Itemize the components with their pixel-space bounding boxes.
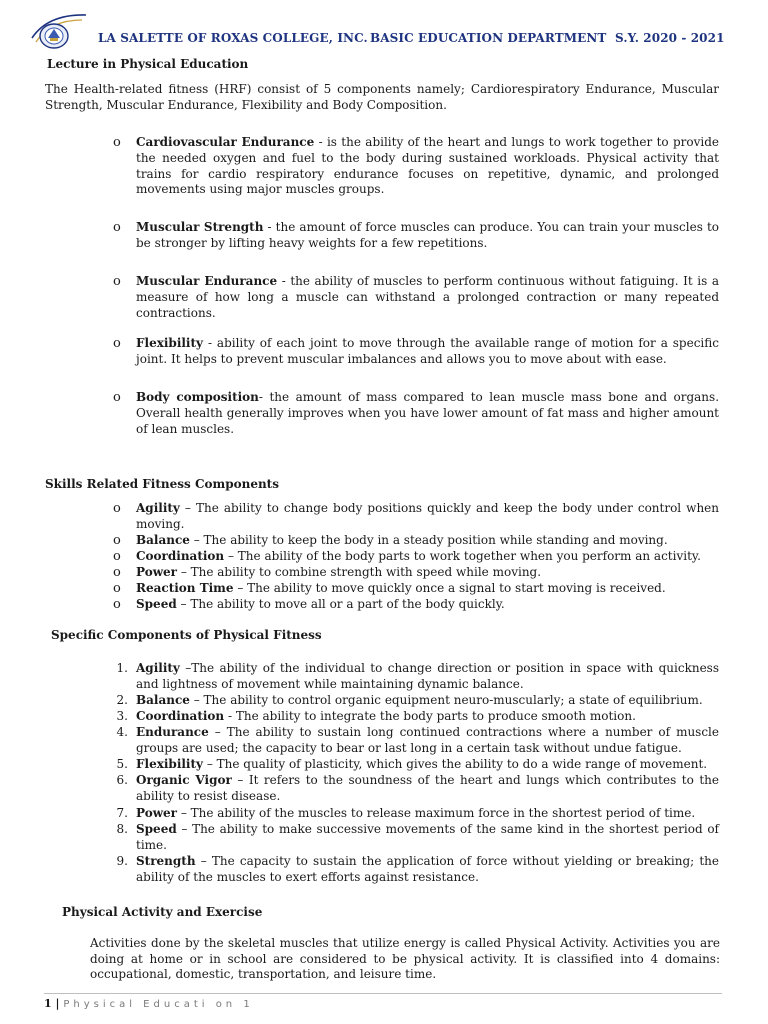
- item-text: – The capacity to sustain the application of force without yielding or breaking; the ability of the muscles to exert efforts against resistance.: [136, 854, 719, 884]
- bullet-icon: o: [113, 533, 121, 548]
- list-item: [136, 220, 719, 252]
- item-number: 9.: [116, 854, 128, 868]
- bullet-icon: o: [113, 336, 121, 351]
- bullet-icon: o: [113, 220, 121, 235]
- item-term: Agility: [136, 661, 180, 675]
- bullet-icon: o: [113, 565, 121, 580]
- item-number: 4.: [116, 725, 128, 739]
- bullet-icon: o: [113, 501, 121, 516]
- item-term: Flexibility: [136, 757, 204, 771]
- item-text: – It refers to the soundness of the heart and lungs which contributes to the ability to resist disease.: [136, 773, 719, 803]
- item-number: 2.: [116, 693, 128, 707]
- list-item: [136, 501, 719, 533]
- item-term: Cardiovascular Endurance: [136, 135, 315, 149]
- intro-paragraph: The Health-related fitness (HRF) consist of 5 components namely; Cardiorespiratory Endurance, Muscular Strength, Muscular Endurance, Flexibility and Body Composition.: [45, 82, 719, 112]
- list-item: [136, 854, 719, 886]
- item-term: Strength: [136, 854, 196, 868]
- skills-title: Skills Related Fitness Components: [45, 477, 279, 491]
- item-text: –The ability of the individual to change direction or position in space with quickness and lightness of movement while maintaining dynamic balance.: [136, 661, 719, 691]
- list-item: [136, 274, 719, 321]
- school-year: S.Y. 2020 - 2021: [615, 31, 725, 45]
- item-text: – The ability to combine strength with speed while moving.: [177, 565, 542, 579]
- bullet-icon: o: [113, 390, 121, 405]
- list-item: [136, 549, 719, 565]
- item-text: - the amount of mass compared to lean muscle mass bone and organs. Overall health generally improves when you have lower amount of fat mass and higher amount of lean muscles.: [136, 390, 720, 436]
- page-footer: [44, 997, 254, 1010]
- item-number: 1.: [116, 661, 128, 675]
- item-term: Power: [136, 565, 177, 579]
- bullet-icon: o: [113, 135, 121, 150]
- item-term: Body composition: [136, 390, 259, 404]
- page-header: [18, 12, 758, 52]
- list-item: [136, 822, 719, 854]
- item-text: – The ability of the muscles to release maximum force in the shortest period of time.: [177, 806, 696, 820]
- lecture-title: Lecture in Physical Education: [47, 57, 249, 71]
- item-term: Speed: [136, 597, 177, 611]
- item-term: Balance: [136, 693, 190, 707]
- item-term: Balance: [136, 533, 190, 547]
- bullet-icon: o: [113, 274, 121, 289]
- school-seal-icon: [28, 12, 90, 50]
- footer-separator: |: [51, 997, 64, 1010]
- list-item: [136, 581, 719, 597]
- item-term: Muscular Endurance: [136, 274, 278, 288]
- bullet-icon: o: [113, 597, 121, 612]
- page-number: 1: [44, 997, 52, 1010]
- list-item: [136, 336, 719, 368]
- item-term: Muscular Strength: [136, 220, 264, 234]
- item-text: – The ability to move all or a part of the body quickly.: [176, 597, 505, 611]
- list-item: [136, 390, 719, 437]
- department-name: BASIC EDUCATION DEPARTMENT: [370, 31, 607, 45]
- school-name: LA SALETTE OF ROXAS COLLEGE, INC.: [98, 31, 368, 45]
- item-text: - is the ability of the heart and lungs to work together to provide the needed oxygen and fuel to the body during sustained workloads. Physical activity that trains for cardio respiratory endurance focuses on repetitive, dynamic, and prolonged movements using major muscles groups.: [136, 135, 719, 197]
- item-term: Flexibility: [136, 336, 204, 350]
- item-number: 6.: [116, 773, 128, 787]
- item-text: - ability of each joint to move through the available range of motion for a specific joint. It helps to prevent muscular imbalances and allows you to move about with ease.: [136, 336, 719, 366]
- item-text: - The ability to integrate the body parts to produce smooth motion.: [224, 709, 636, 723]
- item-number: 3.: [116, 709, 128, 723]
- item-text: – The ability to control organic equipment neuro-muscularly; a state of equilibrium.: [189, 693, 703, 707]
- item-text: – The quality of plasticity, which gives the ability to do a wide range of movement.: [203, 757, 708, 771]
- item-text: - the ability of muscles to perform continuous without fatiguing. It is a measure of how long a muscle can withstand a prolonged contraction or many repeated contractions.: [136, 274, 719, 320]
- list-item: [136, 725, 719, 757]
- header-text: [98, 31, 725, 45]
- item-term: Reaction Time: [136, 581, 234, 595]
- activity-title: Physical Activity and Exercise: [62, 905, 263, 919]
- item-term: Speed: [136, 822, 177, 836]
- footer-divider: [44, 993, 722, 994]
- list-item: [136, 757, 719, 773]
- item-text: – The ability to change body positions quickly and keep the body under control when moving.: [136, 501, 719, 531]
- specific-title: Specific Components of Physical Fitness: [51, 628, 322, 642]
- list-item: [136, 693, 719, 709]
- item-text: – The ability to move quickly once a signal to start moving is received.: [233, 581, 666, 595]
- list-item: [136, 565, 719, 581]
- activity-paragraph: Activities done by the skeletal muscles that utilize energy is called Physical Activity. Activities you are doing at home or in school are considered to be physical activity. It is classified into 4 domains: occupational, domestic, transportation, and leisure time.: [90, 936, 720, 982]
- footer-label: Physical Educati on 1: [63, 999, 254, 1010]
- list-item: [136, 709, 719, 725]
- item-term: Organic Vigor: [136, 773, 232, 787]
- list-item: [136, 806, 719, 822]
- bullet-icon: o: [113, 549, 121, 564]
- item-number: 5.: [116, 757, 128, 771]
- item-text: – The ability to keep the body in a steady position while standing and moving.: [189, 533, 668, 547]
- bullet-icon: o: [113, 581, 121, 596]
- item-term: Coordination: [136, 549, 225, 563]
- item-number: 7.: [116, 806, 128, 820]
- item-number: 8.: [116, 822, 128, 836]
- list-item: [136, 773, 719, 805]
- item-term: Power: [136, 806, 177, 820]
- item-term: Coordination: [136, 709, 225, 723]
- list-item: [136, 135, 719, 198]
- item-term: Endurance: [136, 725, 209, 739]
- item-text: - the amount of force muscles can produce. You can train your muscles to be stronger by lifting heavy weights for a few repetitions.: [136, 220, 719, 250]
- item-text: – The ability to sustain long continued contractions where a number of muscle groups are used; the capacity to bear or last long in a certain task without undue fatigue.: [136, 725, 719, 755]
- item-text: – The ability to make successive movements of the same kind in the shortest period of time.: [136, 822, 719, 852]
- item-term: Agility: [136, 501, 180, 515]
- list-item: [136, 597, 719, 613]
- list-item: [136, 533, 719, 549]
- list-item: [136, 661, 719, 693]
- item-text: – The ability of the body parts to work together when you perform an activity.: [224, 549, 701, 563]
